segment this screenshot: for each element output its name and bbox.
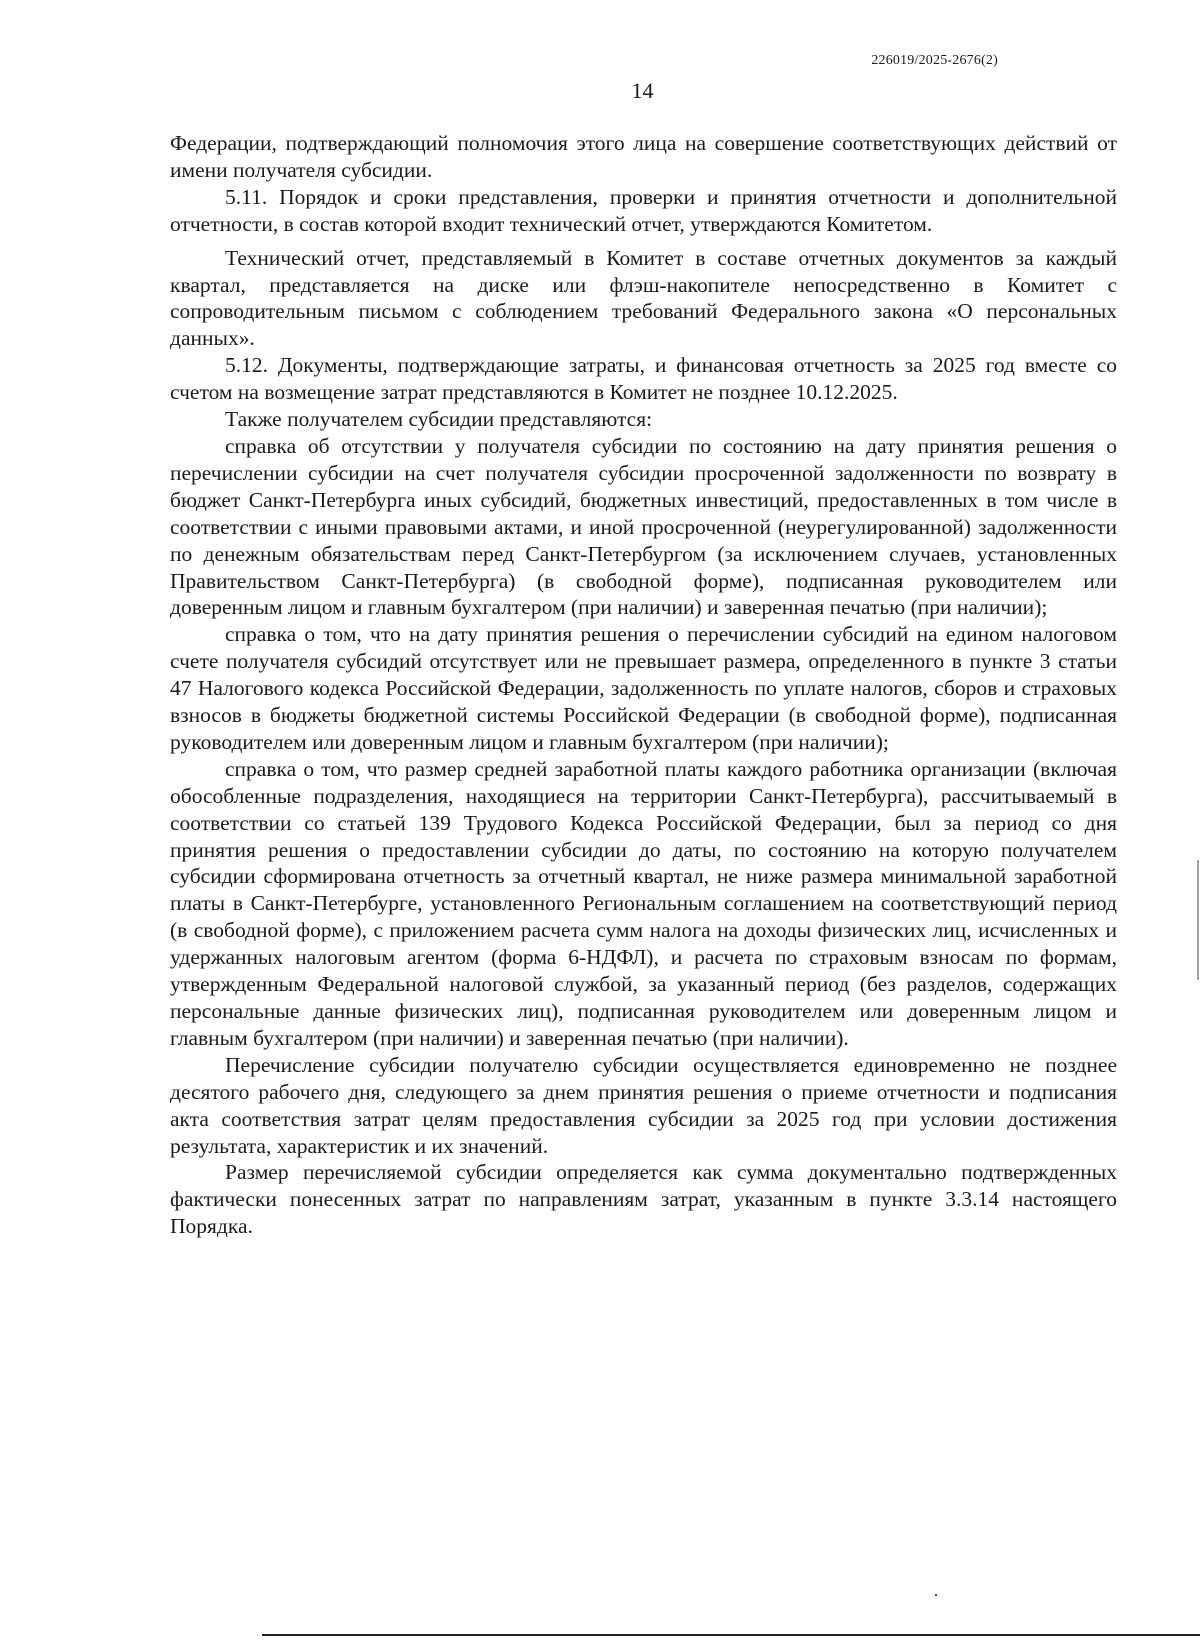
scan-speck <box>935 1594 937 1596</box>
paragraph-5-12: 5.12. Документы, подтверждающие затраты, и финансовая отчетность за 2025 год вместе со счетом на возмещение затрат представляются в Комитет не позднее 10.12.2025. <box>170 353 1117 405</box>
paragraph-transfer-terms: Перечисление субсидии получателю субсидии осуществляется единовременно не позднее десятого рабочего дня, следующего за днем принятия решения о приеме отчетности и подписания акта соответствия затрат целям предоставления субсидии за 2025 год при условии достижения результата, характеристик и их значений. <box>170 1052 1117 1158</box>
document-body <box>170 130 1117 1240</box>
paragraph-tax-certificate: справка о том, что на дату принятия решения о перечислении субсидий на едином налоговом счете получателя субсидий отсутствует или не превышает размера, определенного в пункте 3 статьи 47 Налогового кодекса Российской Федерации, задолженность по уплате налогов, сборов и страховых взносов в бюджеты бюджетной системы Российской Федерации (в свободной форме), подписанная руководителем или доверенным лицом и главным бухгалтером (при наличии); <box>170 622 1117 754</box>
paragraph-salary-certificate: справка о том, что размер средней заработной платы каждого работника организации (включая обособленные подразделения, находящиеся на территории Санкт-Петербурга), рассчитываемый в соответствии со статьей 139 Трудового Кодекса Российской Федерации, был за период со дня принятия решения о предоставлении субсидии до даты, по состоянию на которую получателем субсидии сформирована отчетность за отчетный квартал, не ниже размера минимальной заработной платы в Санкт-Петербурге, установленного Региональным соглашением на соответствующий период (в свободной форме), с приложением расчета сумм налога на доходы физических лиц, исчисленных и удержанных налоговым агентом (форма 6-НДФЛ), и расчета по страховым взносам по формам, утвержденным Федеральной налоговой службой, за указанный период (без разделов, содержащих персональные данные физических лиц), подписанная руководителем или доверенным лицом и главным бухгалтером (при наличии) и заверенная печатью (при наличии). <box>170 756 1117 1050</box>
page-number: 14 <box>631 78 654 103</box>
scan-bottom-edge <box>262 1634 1200 1636</box>
paragraph-continuation: Федерации, подтверждающий полномочия этого лица на совершение соответствующих действий от имени получателя субсидии. <box>170 131 1117 182</box>
scan-edge-mark <box>1197 860 1199 980</box>
paragraph-subsidy-amount: Размер перечисляемой субсидии определяется как сумма документально подтвержденных фактически понесенных затрат по направлениям затрат, указанным в пункте 3.3.14 настоящего Порядка. <box>170 1160 1117 1239</box>
paragraph-technical-report: Технический отчет, представляемый в Комитет в составе отчетных документов за каждый квартал, представляется на диске или флэш-накопителе непосредственно в Комитет с сопроводительным письмом с соблюдением требований Федерального закона «О персональных данных». <box>170 245 1117 351</box>
paragraph-5-11: 5.11. Порядок и сроки представления, проверки и принятия отчетности и дополнительной отчетности, в состав которой входит технический отчет, утверждаются Комитетом. <box>170 184 1117 236</box>
paragraph-debt-certificate: справка об отсутствии у получателя субсидии по состоянию на дату принятия решения о перечислении субсидии на счет получателя субсидии просроченной задолженности по возврату в бюджет Санкт-Петербурга иных субсидий, бюджетных инвестиций, предоставленных в том числе в соответствии с иными правовыми актами, и иной просроченной (неурегулированной) задолженности по денежным обязательствам перед Санкт-Петербургом (за исключением случаев, установленных Правительством Санкт-Петербурга) (в свободной форме), подписанная руководителем или доверенным лицом и главным бухгалтером (при наличии) и заверенная печатью (при наличии); <box>170 433 1117 620</box>
document-number: 226019/2025-2676(2) <box>871 53 998 68</box>
paragraph-also-submitted: Также получателем субсидии представляются: <box>225 407 653 432</box>
